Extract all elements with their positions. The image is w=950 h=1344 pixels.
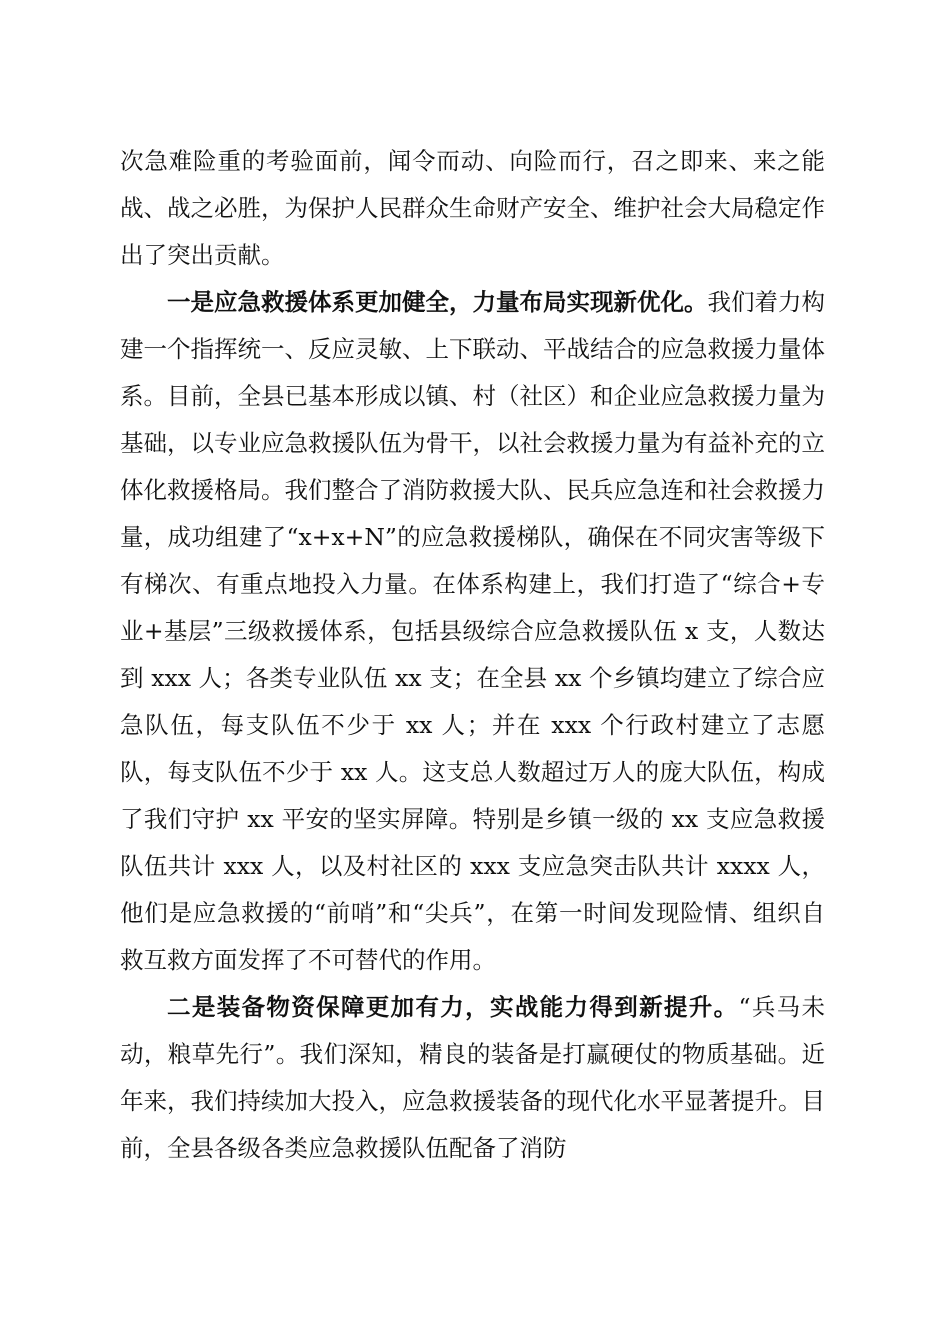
paragraph-text: 次急难险重的考验面前，闻令而动、向险而行，召之即来、来之能战、战之必胜，为保护人民群众生命财产安全、维护社会大局稳定作出了突出贡献。 bbox=[120, 147, 825, 269]
paragraph-point-two bbox=[120, 984, 825, 1172]
paragraph-text: “兵马未动，粮草先行”。我们深知，精良的装备是打赢硬仗的物质基础。近年来，我们持续加大投入，应急救援装备的现代化水平显著提升。目前，全县各级各类应急救援队伍配备了消防 bbox=[120, 993, 826, 1162]
paragraph-heading: 一是应急救援体系更加健全，力量布局实现新优化。 bbox=[167, 288, 708, 316]
paragraph-point-one bbox=[120, 279, 825, 984]
paragraph-continuation bbox=[120, 138, 825, 279]
paragraph-text: 我们着力构建一个指挥统一、反应灵敏、上下联动、平战结合的应急救援力量体系。目前，全县已基本形成以镇、村（社区）和企业应急救援力量为基础，以专业应急救援队伍为骨干，以社会救援力量为有益补充的立体化救援格局。我们整合了消防救援大队、民兵应急连和社会救援力量，成功组建了“x+x+N”的应急救援梯队，确保在不同灾害等级下有梯次、有重点地投入力量。在体系构建上，我们打造了“综合+专业+基层”三级救援体系，包括县级综合应急救援队伍 x 支，人数达到 xxx 人；各类专业队伍 xx 支；在全县 xx 个乡镇均建立了综合应急队伍，每支队伍不少于 xx 人；并在 xxx 个行政村建立了志愿队，每支队伍不少于 xx 人。这支总人数超过万人的庞大队伍，构成了我们守护 xx 平安的坚实屏障。特别是乡镇一级的 xx 支应急救援队伍共计 xxx 人，以及村社区的 xxx 支应急突击队共计 xxxx 人，他们是应急救援的“前哨”和“尖兵”，在第一时间发现险情、组织自救互救方面发挥了不可替代的作用。 bbox=[120, 288, 825, 974]
paragraph-heading: 二是装备物资保障更加有力，实战能力得到新提升。 bbox=[167, 993, 739, 1021]
document-body bbox=[120, 138, 825, 1172]
